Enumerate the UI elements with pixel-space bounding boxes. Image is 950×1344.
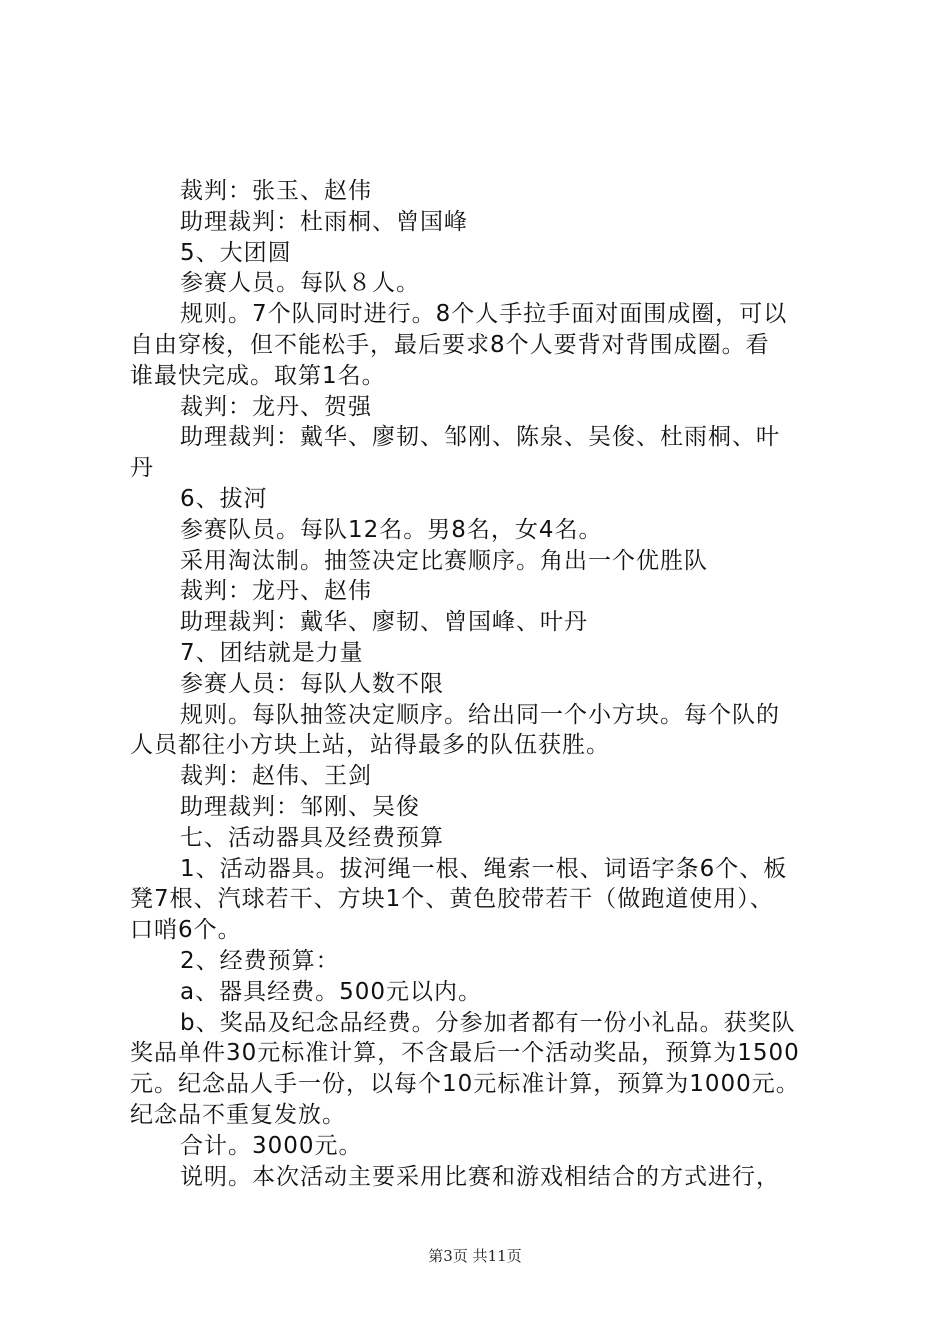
text-line: 裁判：龙丹、赵伟 xyxy=(180,578,372,605)
text-line: 7、团结就是力量 xyxy=(180,639,364,666)
text-line: 6、拔河 xyxy=(180,485,268,512)
text-line: 裁判：龙丹、贺强 xyxy=(180,393,372,420)
text-line: 助理裁判：戴华、廖韧、曾国峰、叶丹 xyxy=(180,609,588,636)
text-line: 助理裁判：杜雨桐、曾国峰 xyxy=(180,208,468,235)
text-line: 裁判：张玉、赵伟 xyxy=(180,178,372,204)
text-line: 自由穿梭，但不能松手，最后要求8个人要背对背围成圈。看 xyxy=(130,331,770,358)
text-line: 5、大团圆 xyxy=(180,239,292,266)
text-line: 人员都往小方块上站，站得最多的队伍获胜。 xyxy=(130,732,610,759)
text-line: 元。纪念品人手一份，以每个10元标准计算，预算为1000元。 xyxy=(130,1071,800,1098)
page-footer: 第3页 共11页 xyxy=(428,1247,522,1265)
text-line: 说明。本次活动主要采用比赛和游戏相结合的方式进行， xyxy=(180,1163,780,1190)
text-line: 奖品单件30元标准计算，不含最后一个活动奖品，预算为1500 xyxy=(130,1040,800,1067)
text-line: 参赛队员。每队12名。男8名，女4名。 xyxy=(180,516,603,543)
text-line: 助理裁判：戴华、廖韧、邹刚、陈泉、吴俊、杜雨桐、叶 xyxy=(180,424,780,451)
text-line: 口哨6个。 xyxy=(130,917,242,944)
text-line: b、奖品及纪念品经费。分参加者都有一份小礼品。获奖队 xyxy=(180,1009,796,1036)
text-line: 七、活动器具及经费预算 xyxy=(180,824,444,851)
text-line: 裁判：赵伟、王剑 xyxy=(180,763,372,790)
text-line: 丹 xyxy=(130,455,154,482)
text-line: 纪念品不重复发放。 xyxy=(130,1101,346,1128)
text-line: 规则。每队抽签决定顺序。给出同一个小方块。每个队的 xyxy=(180,701,780,728)
text-line: 谁最快完成。取第1名。 xyxy=(130,362,386,389)
text-line: 参赛人员。每队８人。 xyxy=(180,270,420,297)
text-line: 参赛人员：每队人数不限 xyxy=(180,670,444,697)
text-line: 助理裁判：邹刚、吴俊 xyxy=(180,793,420,820)
text-line: 规则。7个队同时进行。8个人手拉手面对面围成圈，可以 xyxy=(180,301,788,328)
text-line: 2、经费预算： xyxy=(180,947,340,974)
text-line: 凳7根、汽球若干、方块1个、黄色胶带若干（做跑道使用）、 xyxy=(130,886,774,913)
text-line: 1、活动器具。拔河绳一根、绳索一根、词语字条6个、板 xyxy=(180,855,788,882)
text-line: 合计。3000元。 xyxy=(180,1132,363,1159)
document-body xyxy=(130,176,830,1192)
text-line: a、器具经费。500元以内。 xyxy=(180,978,482,1005)
text-line: 采用淘汰制。抽签决定比赛顺序。角出一个优胜队 xyxy=(180,547,708,574)
